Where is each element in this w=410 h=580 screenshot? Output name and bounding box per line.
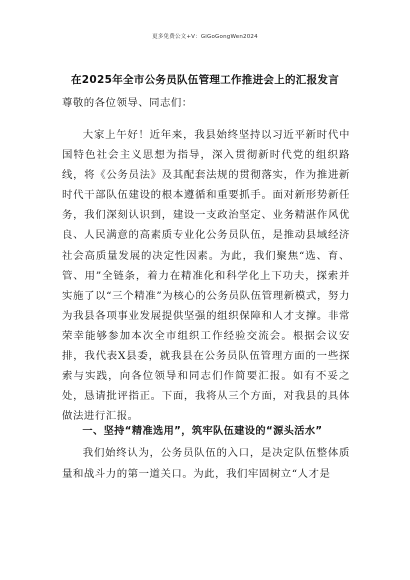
paragraph-section-1: 我们始终认为，公务员队伍的入口，是决定队伍整体质量和战斗力的第一道关口。为此，我们牢固树立“人才是 xyxy=(62,447,350,480)
header-note: 更多免费公文+V：GiGoGongWen2024 xyxy=(152,34,258,40)
paragraph-intro: 大家上午好！近年来，我县始终坚持以习近平新时代中国特色社会主义思想为指导，深入贯彻新时代党的组织路线，将《公务员法》及其配套法规的贯彻落实，作为推进新时代干部队伍建设的根本遵循和重要抓手。面对新形势新任务，我们深刻认识到，建设一支政治坚定、业务精湛作风优良、人民满意的高素质专业化公务员队伍，是推动县域经济社会高质量发展的决定性因素。为此，我们聚焦“选、育、管、用”全链条，着力在精准化和科学化上下功夫，探索并实施了以“三个精准”为核心的公务员队伍管理新模式，努力为我县各项事业发展提供坚强的组织保障和人才支撑。非常荣幸能够参加本次全市组织工作经验交流会。根据会议安排，我代表X县委，就我县在公务员队伍管理方面的一些探索与实践，向各位领导和同志们作简要汇报。如有不妥之处，恳请批评指正。下面，我将从三个方面，对我县的具体做法进行汇报。 xyxy=(62,129,350,423)
salutation: 尊敬的各位领导、同志们： xyxy=(62,97,193,109)
section-heading-1: 一、坚持“精准选用”，筑牢队伍建设的“源头活水” xyxy=(82,426,323,437)
document-title: 在2025年全市公务员队伍管理工作推进会上的汇报发言 xyxy=(70,74,340,86)
